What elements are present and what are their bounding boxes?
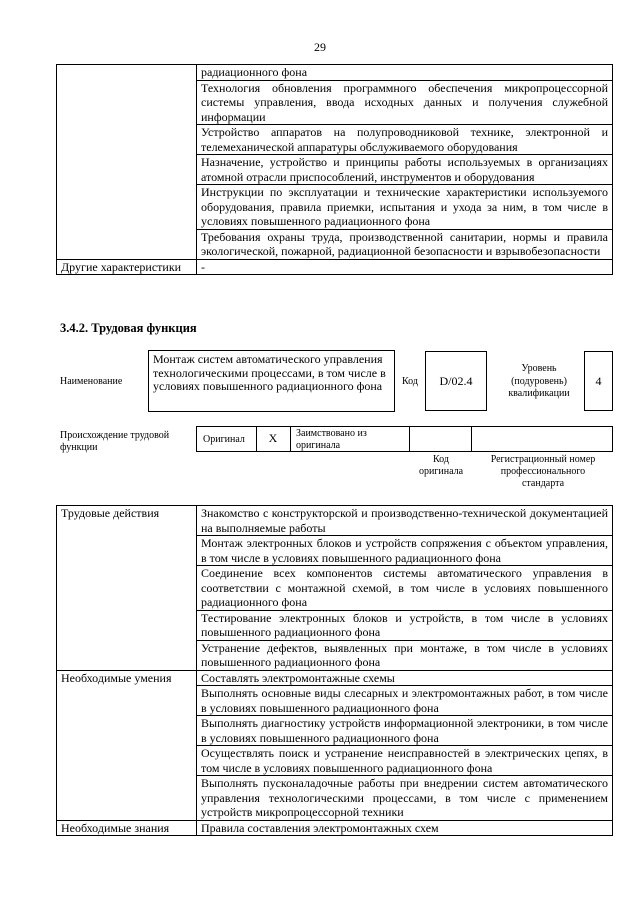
- original-mark: X: [268, 431, 278, 445]
- table-cell: Инструкции по эксплуатации и технические характеристики используемого оборудования, правила приемки, испытания и ухода за ним, в том числе в условиях повышенного радиационного фона: [197, 185, 613, 230]
- other-characteristics-value: -: [197, 259, 613, 275]
- page-number: 29: [314, 40, 326, 54]
- table-cell: Составлять электромонтажные схемы: [197, 670, 613, 686]
- table-row: [57, 670, 613, 686]
- reg-number-caption: Регистрационный номер профессионального стандарта: [490, 454, 596, 489]
- table-cell: Монтаж электронных блоков и устройств сопряжения с объектом управления, в том числе в условиях повышенного радиационного фона: [197, 536, 613, 566]
- table-row: [57, 65, 613, 81]
- origin-label: Происхождение трудовой функции: [60, 430, 170, 453]
- name-value: Монтаж систем автоматического управления технологическими процессами, в том числе в условиях повышенного радиационного фона: [153, 352, 386, 393]
- labor-actions-label: Трудовые действия: [57, 506, 197, 671]
- table-cell: Выполнять диагностику устройств информационной электроники, в том числе в условиях повышенного радиационного фона: [197, 716, 613, 746]
- section-heading: 3.4.2. Трудовая функция: [60, 321, 197, 335]
- table-cell: Тестирование электронных блоков и устройств, в том числе в условиях повышенного радиационного фона: [197, 610, 613, 640]
- table-row: [57, 506, 613, 536]
- skills-label: Необходимые умения: [57, 670, 197, 820]
- code-value: D/02.4: [439, 374, 473, 388]
- labor-function-table: [56, 505, 613, 836]
- table-cell: Назначение, устройство и принципы работы используемых в организациях атомной отрасли приспособлений, инструментов и оборудования: [197, 155, 613, 185]
- table-cell: Выполнять основные виды слесарных и электромонтажных работ, в том числе в условиях повышенного радиационного фона: [197, 686, 613, 716]
- origin-code-caption: Код оригинала: [418, 454, 464, 477]
- origin-code-box: [410, 426, 472, 452]
- level-label: Уровень (подуровень) квалификации: [508, 363, 570, 399]
- table-cell: Устранение дефектов, выявленных при монтаже, в том числе в условиях повышенного радиационного фона: [197, 640, 613, 670]
- original-label: Оригинал: [203, 434, 245, 445]
- table-cell: Правила составления электромонтажных схем: [197, 820, 613, 836]
- code-label: Код: [402, 376, 418, 387]
- table-row: [57, 820, 613, 836]
- table-row: [57, 259, 613, 275]
- table-cell: радиационного фона: [197, 65, 613, 81]
- name-label: Наименование: [60, 376, 123, 387]
- table-cell: Осуществлять поиск и устранение неисправностей в электрических цепях, в том числе в условиях повышенного радиационного фона: [197, 746, 613, 776]
- table-cell: Устройство аппаратов на полупроводниковой технике, электронной и телемеханической аппаратуры обслуживаемого оборудования: [197, 125, 613, 155]
- knowledge-table: [56, 64, 613, 275]
- table-cell: Технология обновления программного обеспечения микропроцессорной системы управления, ввода исходных данных и получения служебной информации: [197, 80, 613, 125]
- table-cell: Знакомство с конструкторской и производственно-технической документацией на выполняемые работы: [197, 506, 613, 536]
- table-cell: Требования охраны труда, производственной санитарии, нормы и правила экологической, пожарной, радиационной безопасности и взрывобезопасности: [197, 229, 613, 259]
- other-characteristics-label: Другие характеристики: [57, 259, 197, 275]
- table-label-cell: [57, 65, 197, 260]
- borrowed-label: Заимствовано из оригинала: [296, 428, 367, 451]
- reg-number-box: [472, 426, 613, 452]
- level-value: 4: [595, 374, 602, 388]
- knowledge-label: Необходимые знания: [57, 820, 197, 836]
- table-cell: Соединение всех компонентов системы автоматического управления в соответствии с монтажной схемой, в том числе в условиях повышенного радиационного фона: [197, 566, 613, 611]
- table-cell: Выполнять пусконаладочные работы при внедрении систем автоматического управления технологическими процессами, в том числе с применением устройств микропроцессорной техники: [197, 776, 613, 821]
